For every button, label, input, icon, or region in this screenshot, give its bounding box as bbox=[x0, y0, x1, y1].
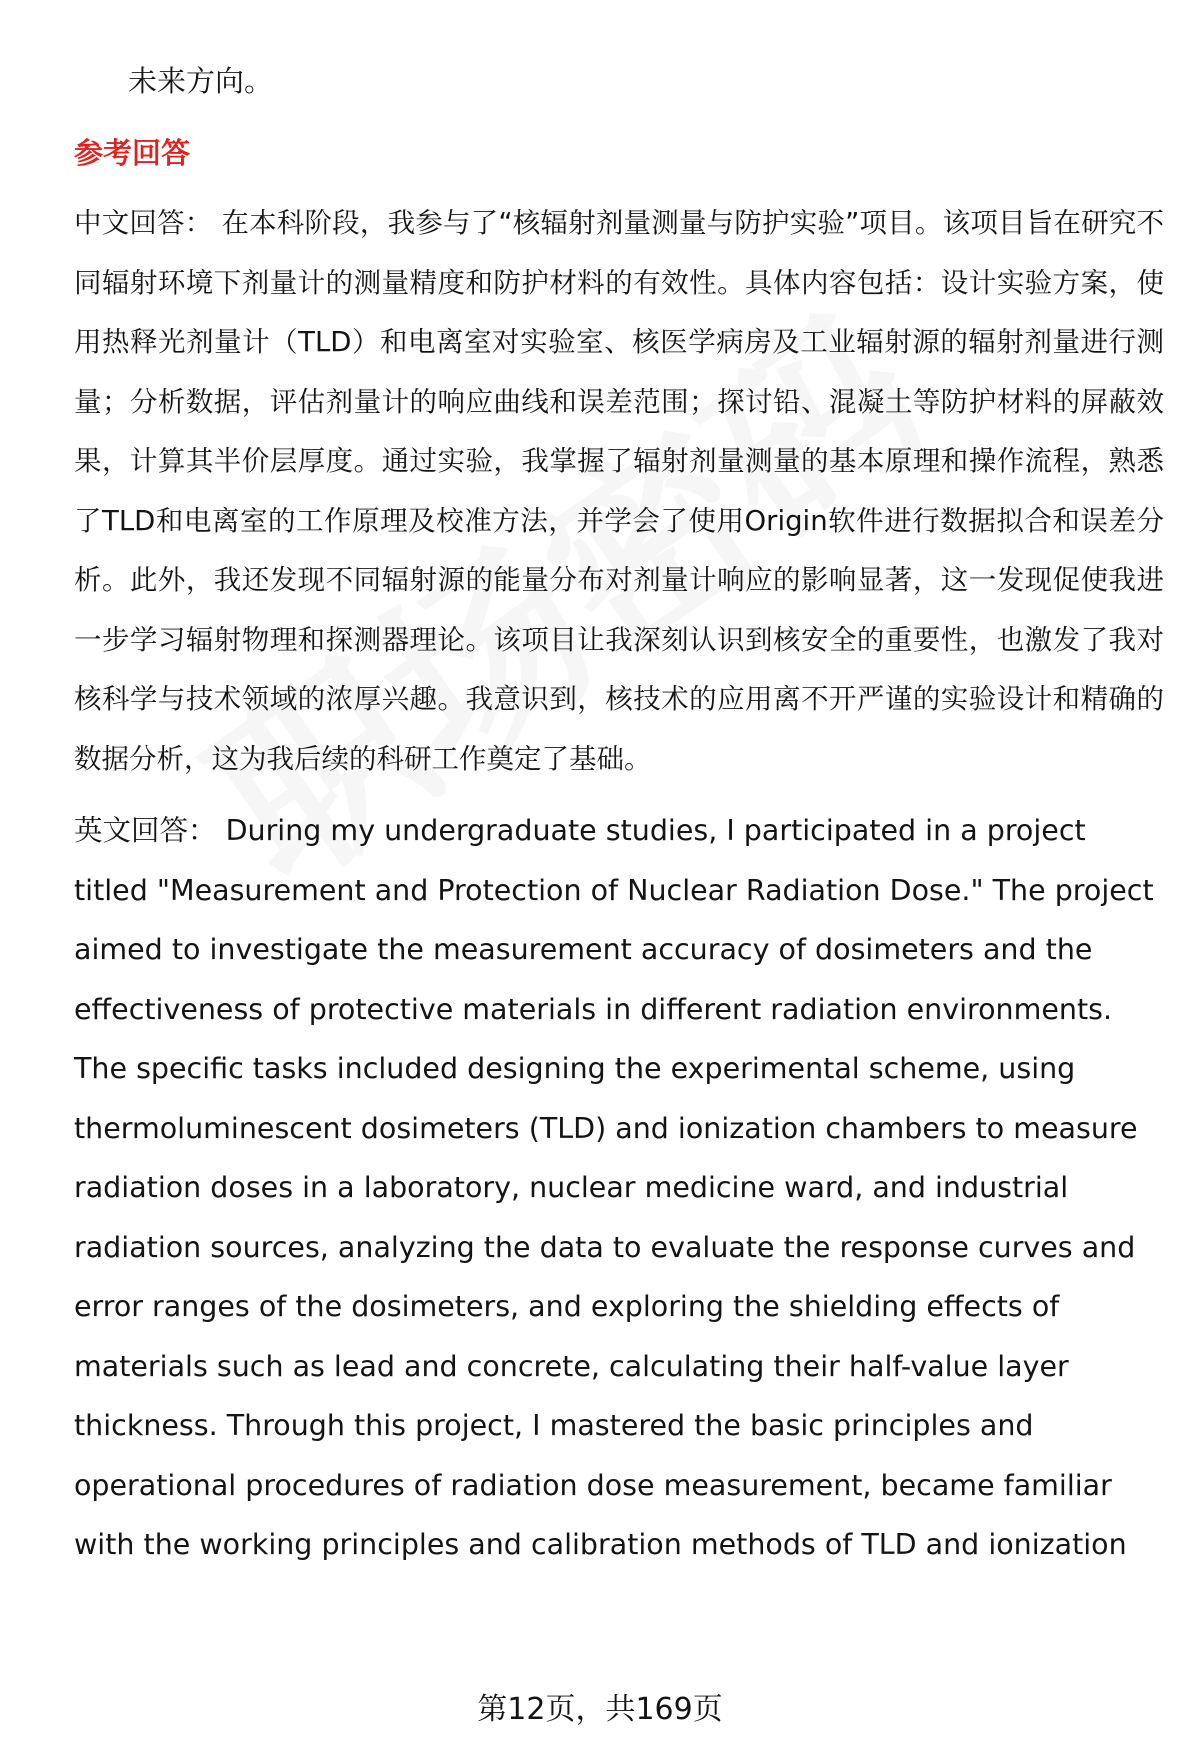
english-answer bbox=[74, 801, 1164, 1575]
page-content bbox=[74, 56, 1164, 1575]
chinese-answer-label: 中文回答： bbox=[74, 207, 213, 239]
continuation-text: 未来方向。 bbox=[128, 64, 274, 98]
page-number: 第12页，共169页 bbox=[477, 1692, 723, 1727]
english-answer-label: 英文回答： bbox=[74, 814, 217, 847]
chinese-answer-text: 在本科阶段，我参与了“核辐射剂量测量与防护实验”项目。该项目旨在研究不同辐射环境下剂量计的测量精度和防护材料的有效性。具体内容包括：设计实验方案，使用热释光剂量计（TLD）和电离室对实验室、核医学病房及工业辐射源的辐射剂量进行测量；分析数据，评估剂量计的响应曲线和误差范围；探讨铅、混凝土等防护材料的屏蔽效果，计算其半价层厚度。通过实验，我掌握了辐射剂量测量的基本原理和操作流程，熟悉了TLD和电离室的工作原理及校准方法，并学会了使用Origin软件进行数据拟合和误差分析。此外，我还发现不同辐射源的能量分布对剂量计响应的影响显著，这一发现促使我进一步学习辐射物理和探测器理论。该项目让我深刻认识到核安全的重要性，也激发了我对核科学与技术领域的浓厚兴趣。我意识到，核技术的应用离不开严谨的实验设计和精确的数据分析，这为我后续的科研工作奠定了基础。 bbox=[74, 207, 1164, 775]
reference-answer-heading: 参考回答 bbox=[74, 136, 191, 170]
english-answer-text: During my undergraduate studies, I participated in a project titled "Measurement and Protection of Nuclear Radiation Dose." The project aimed to investigate the measurement accuracy of dosimeters and the effectiveness of protective materials in different radiation environments. The specific tasks included designing the experimental scheme, using thermoluminescent dosimeters (TLD) and ionization chambers to measure radiation doses in a laboratory, nuclear medicine ward, and industrial radiation sources, analyzing the data to evaluate the response curves and error ranges of the dosimeters, and exploring the shielding effects of materials such as lead and concrete, calculating their half-value layer thickness. Through this project, I mastered the basic principles and operational procedures of radiation dose measurement, became familiar with the working principles and calibration methods of TLD and ionization bbox=[74, 814, 1154, 1561]
chinese-answer bbox=[74, 194, 1164, 789]
